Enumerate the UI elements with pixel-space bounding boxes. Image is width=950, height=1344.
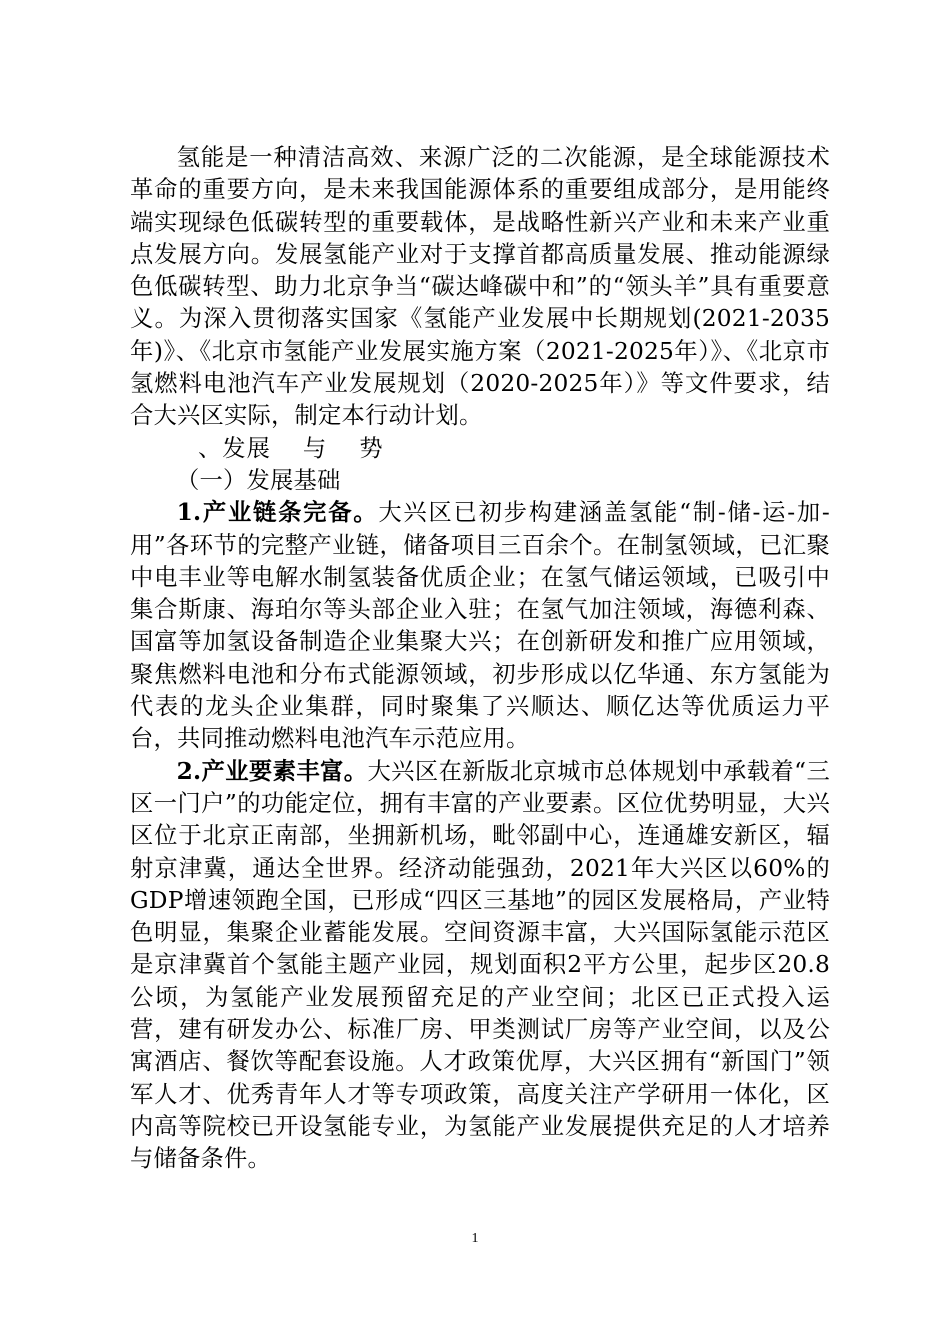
item-lead-2: 2.产业要素丰富。 <box>176 757 368 785</box>
section-heading <box>130 433 830 465</box>
section-heading-part3: 势 <box>359 434 384 462</box>
item-paragraph-2 <box>130 756 830 1176</box>
item-lead-1: 1.产业链条完备。 <box>176 499 379 527</box>
page-number: 1 <box>471 1231 479 1246</box>
document-body <box>130 142 830 1176</box>
subsection-heading: （一）发展基础 <box>176 466 341 494</box>
section-heading-part2: 与 <box>302 434 328 462</box>
intro-paragraph: 氢能是一种清洁高效、来源广泛的二次能源，是全球能源技术革命的重要方向，是未来我国能源体系的重要组成部分，是用能终端实现绿色低碳转型的重要载体，是战略性新兴产业和未来产业重点发展方向。发展氢能产业对于支撑首都高质量发展、推动能源绿色低碳转型、助力北京争当“碳达峰碳中和”的“领头羊”具有重要意义。为深入贯彻落实国家《氢能产业发展中长期规划(2021-2035年)》、《北京市氢能产业发展实施方案（2021-2025年）》、《北京市氢燃料电池汽车产业发展规划（2020-2025年）》等文件要求，结合大兴区实际，制定本行动计划。 <box>130 144 830 430</box>
item-paragraph-1 <box>130 497 830 755</box>
item-text-2: 大兴区在新版北京城市总体规划中承载着“三区一门户”的功能定位，拥有丰富的产业要素。区位优势明显，大兴区位于北京正南部，坐拥新机场，毗邻副中心，连通雄安新区，辐射京津冀，通达全世界。经济动能强劲，2021年大兴区以60%的GDP增速领跑全国，已形成“四区三基地”的园区发展格局，产业特色明显，集聚企业蓄能发展。空间资源丰富，大兴国际氢能示范区是京津冀首个氢能主题产业园，规划面积2平方公里，起步区20.8公顷，为氢能产业发展预留充足的产业空间；北区已正式投入运营，建有研发办公、标准厂房、甲类测试厂房等产业空间，以及公寓酒店、餐饮等配套设施。人才政策优厚，大兴区拥有“新国门”领军人才、优秀青年人才等专项政策，高度关注产学研用一体化，区内高等院校已开设氢能专业，为氢能产业发展提供充足的人才培养与储备条件。 <box>130 757 830 1173</box>
section-heading-prefix: 、发展 <box>198 434 271 462</box>
item-text-1: 大兴区已初步构建涵盖氢能“制-储-运-加-用”各环节的完整产业链，储备项目三百余个。在制氢领域，已汇聚中电丰业等电解水制氢装备优质企业；在氢气储运领域，已吸引中集合斯康、海珀尔等头部企业入驻；在氢气加注领域，海德利森、国富等加氢设备制造企业集聚大兴；在创新研发和推广应用领域，聚焦燃料电池和分布式能源领域，初步形成以亿华通、东方氢能为代表的龙头企业集群，同时聚集了兴顺达、顺亿达等优质运力平台，共同推动燃料电池汽车示范应用。 <box>130 499 830 753</box>
